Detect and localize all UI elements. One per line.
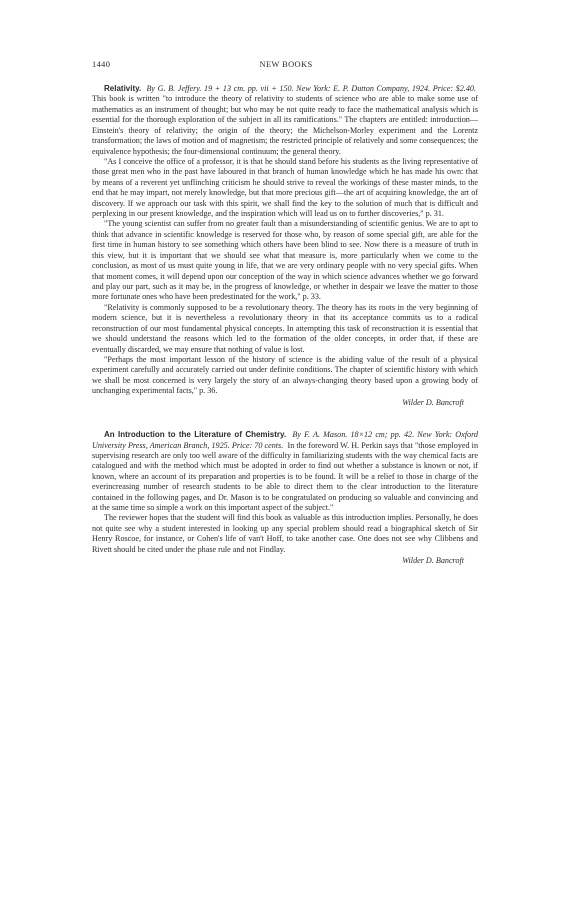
reviewer-signature: Wilder D. Bancroft — [402, 397, 464, 407]
review-relativity — [92, 84, 478, 408]
review-literature-of-chemistry — [92, 430, 478, 566]
review-opening-paragraph — [92, 430, 478, 513]
review-paragraph: "Relativity is commonly supposed to be a revolutionary theory. The theory has its roots in the very beginning of modern science, but it is nevertheless a revolutionary theory in that its acceptance commits us to a radical reconstruction of our most fundamental physical concepts. In attempting this task of reconstruction it is essential that we should understand the reasons which led to the formation of the older concepts, in order that, if these are eventually discarded, we may ensure that nothing of value is lost. — [92, 302, 478, 354]
review-paragraph: The reviewer hopes that the student will find this book as valuable as this introduction implies. Personally, he does not quite see why a student interested in looking up any special problem should read a biographical sketch of Sir Henry Roscoe, for instance, or Cohen's life of van't Hoff, to take another case. One does not see why Clibbens and Rivett should be cited under the phase rule and not Findlay. — [92, 513, 478, 554]
book-title: Relativity. — [104, 84, 142, 93]
review-paragraph: "The young scientist can suffer from no greater fault than a misunderstanding of scientific genius. We are to apt to think that advance in scientific knowledge is reserved for those who, by reason of some special gift, are able for the first time in human history to see something which others have been blind to see. Now there is a measure of truth in this view, but it is important that we should see what that measure is, more particularly when we come to the conclusion, as most of us must quite young in life, that we are very ordinary people with no very special gifts. When that moment comes, it will depend upon our conception of the way in which science advances whether we go forward and play our part, such as it may be, in the progress of knowledge, or whether in despair we leave the matter to those more fortunate ones who have been predestinated for the work," p. 33. — [92, 219, 478, 302]
page-number: 1440 — [92, 60, 111, 69]
section-spacer — [92, 408, 478, 430]
book-title: An Introduction to the Literature of Chemistry. — [104, 430, 287, 440]
review-opening-paragraph — [92, 84, 478, 157]
page-body — [92, 84, 478, 567]
review-paragraph: "As I conceive the office of a professor, it is that he should stand before his students as the living representative of those great men who in the past have laboured in that branch of human knowledge which he has made his own: that by means of a reverent yet unflinching criticism he should strive to reveal the workings of these master minds, to the end that he may impart, not merely knowledge, but that more precious gift—the art of acquiring knowledge, the art of discovery. If we approach our task with this spirit, we shall find the key to the solution of much that is difficult and perplexing in our present knowledge, and the inspiration which will lead us on to further discoveries," p. 31. — [92, 156, 478, 219]
review-paragraph: This book is written "to introduce the theory of relativity to students of science who are able to make some use of mathematics as an instrument of thought; but who may be not quite ready to face the mathematical analysis which is essential for the thorough exploration of the subject in all its ramifications." The chapters are entitled: introduction—Einstein's theory of relativity; the origin of the theory; the Michelson-Morley experiment and the Lorentz transformation; the laws of motion and of magnetism; the restricted principle of relatively and some consequences; the equivalence hypothesis; the four-dimensional continuum; the general theory. — [92, 94, 478, 156]
reviewer-signature: Wilder D. Bancroft — [402, 556, 464, 566]
book-byline: By G. B. Jeffery. 19 + 13 cm. pp. vii + 150. New York: E. P. Dutton Company, 1924. Price: $2.40. — [146, 84, 476, 93]
review-paragraph: In the foreword W. H. Perkin says that "those employed in supervising research are only too well aware of the difficulty in familiarizing students with the way chemical facts are catalogued and with the method which must be adopted in order to find out whether a substance is known or not, if known, where an account of its preparation and properties is to be found. It will be a relief to those in charge of the everincreasing number of research students to be able to direct them to the clear introduction to the literature contained in the following pages, and Dr. Mason is to be congratulated on producing so valuable and convincing and at the same time so simple a work on this important aspect of the subject." — [92, 440, 479, 513]
review-paragraph: "Perhaps the most important lesson of the history of science is the abiding value of the result of a physical experiment carefully and accurately carried out under definite conditions. The chapter of scientific history with which we shall be most concerned is very largely the story of an always-changing theory based upon a growing body of unchanging experimental facts," p. 36. — [92, 354, 478, 396]
book-byline: By F. A. Mason. 18×12 cm; pp. 42. New York: Oxford University Press, American Branch, 1925. Price: 70 cents. — [92, 430, 478, 450]
running-title: NEW BOOKS — [259, 60, 313, 69]
page-header — [92, 60, 480, 74]
